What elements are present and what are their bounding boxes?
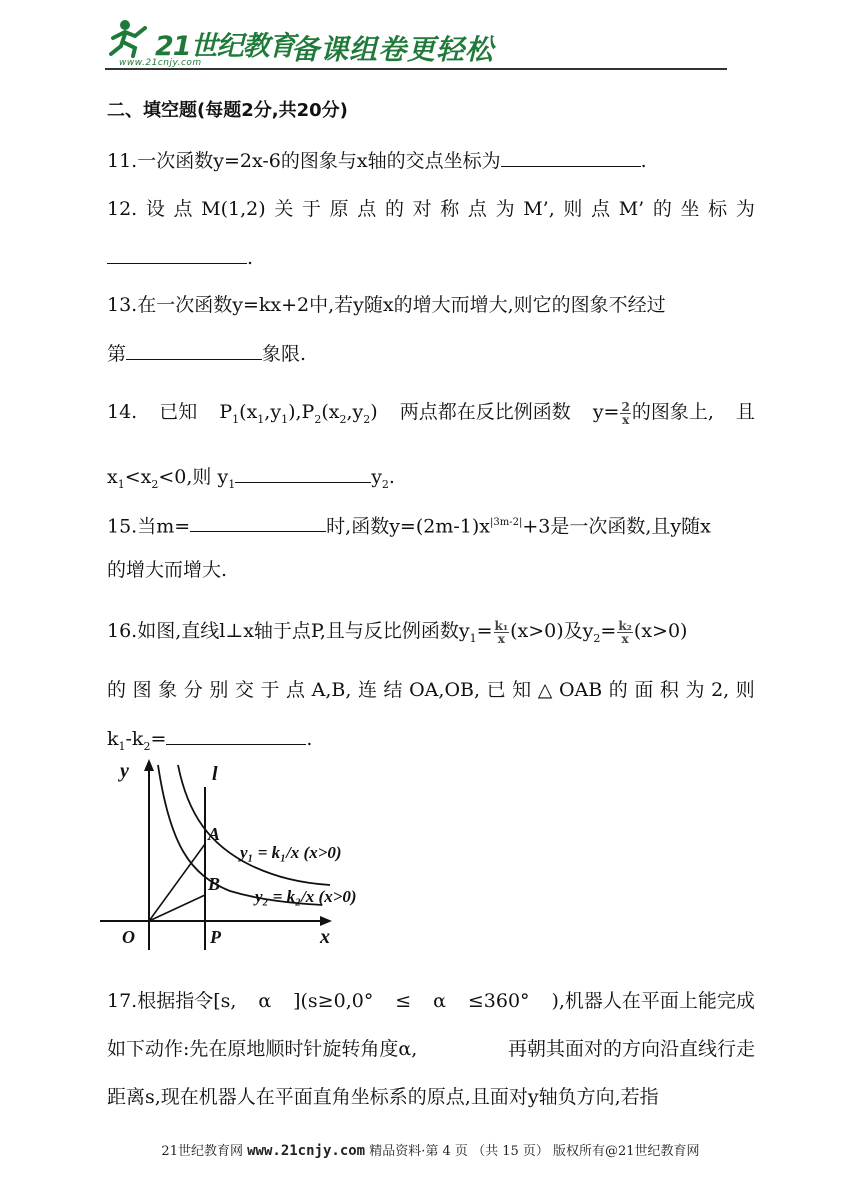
- question-15-line-2: 的增大而增大.: [107, 559, 228, 581]
- footer-page-info: 精品资料·第 4 页 （共 15 页） 版权所有@21世纪教育网: [369, 1144, 700, 1159]
- answer-blank[interactable]: [190, 511, 326, 532]
- runner-logo-icon: [105, 18, 155, 58]
- segment-ob: [149, 895, 205, 921]
- point-a-label: A: [208, 824, 221, 844]
- page-footer: [0, 1140, 861, 1159]
- x-axis-arrow-icon: [320, 916, 332, 926]
- question-15-line-1: 15.当m= 时,函数$y=(2m-1)x^{|3m-2|}+3$是一次函数,且y随x: [107, 509, 711, 540]
- logo-text: 21世纪教育: [155, 31, 295, 62]
- question-17-line-2: 如下动作:先在原地顺时针旋转角度α, 再朝其面对的方向沿直线行走: [107, 1038, 755, 1060]
- fraction-k1-over-x: $\frac{\text{k₁}}{x}$: [494, 618, 509, 646]
- page-header: [105, 18, 727, 70]
- x-axis-label: x: [320, 926, 330, 948]
- footer-url[interactable]: www.21cnjy.com: [247, 1143, 366, 1159]
- answer-blank[interactable]: [126, 339, 262, 360]
- segment-oa: [149, 844, 205, 921]
- curve-y1: [178, 765, 330, 885]
- question-16-line-2: 的 图 象 分 别 交 于 点 A,B, 连 结 OA,OB, 已 知 △ OAB 的 面 积 为 2, 则: [107, 679, 755, 701]
- question-14-line-2: $x_1<x_2<0$,则 $y_1$ $y_2$.: [107, 462, 395, 499]
- question-text: 11.一次函数y=2x-6的图象与x轴的交点坐标为: [107, 150, 501, 172]
- section-title: 二、填空题(每题2分,共20分): [107, 100, 348, 121]
- question-17-line-1: 17.根据指令[s, α ](s≥0,0° ≤ α ≤360° ),机器人在平面上能完成: [107, 990, 755, 1012]
- point-b-label: B: [208, 874, 221, 894]
- y-axis-label: y: [120, 760, 129, 782]
- question-16-line-1: 16.如图,直线l⊥x轴于点P,且与反比例函数$y_1=$ $\frac{\text{k₁}}{x}$ (x>0)及$y_2=$ $\frac{\text{k₂}}{x}$ (x>0): [107, 618, 688, 646]
- question-13-line-2: 第 象限.: [107, 339, 306, 368]
- fraction-2-over-x: $\frac{2}{x}$: [621, 399, 630, 427]
- question-12-line-1: 12. 设 点 M(1,2) 关 于 原 点 的 对 称 点 为 M’, 则 点 M’ 的 坐 标 为: [107, 198, 755, 220]
- curve-y1-label: y₁ = k₁/x (x>0): [240, 843, 342, 862]
- question-16-line-3: $k_1-k_2=$ .: [107, 724, 312, 761]
- header-divider: [105, 68, 727, 70]
- answer-blank[interactable]: [501, 146, 641, 167]
- question-17-line-3: 距离s,现在机器人在平面直角坐标系的原点,且面对y轴负方向,若指: [107, 1086, 659, 1108]
- line-l-label: l: [212, 763, 218, 785]
- header-slogan: 备课组卷更轻松: [291, 33, 495, 66]
- answer-blank[interactable]: [166, 724, 306, 745]
- fraction-k2-over-x: $\frac{\text{k₂}}{x}$: [618, 618, 632, 646]
- logo-url[interactable]: www.21cnjy.com: [119, 58, 202, 68]
- curve-y2-label: y₂ = k₂/x (x>0): [255, 887, 357, 906]
- question-13-line-1: 13.在一次函数y=kx+2中,若y随x的增大而增大,则它的图象不经过: [107, 294, 666, 316]
- question-11: 11.一次函数y=2x-6的图象与x轴的交点坐标为 .: [107, 146, 647, 175]
- origin-label: O: [122, 927, 135, 947]
- y-axis-arrow-icon: [144, 759, 154, 771]
- footer-site-name: 21世纪教育网: [161, 1144, 243, 1159]
- question-14-line-1: 14. 已知 $P_1(x_1,y_1),P_2(x_2,y_2)$ 两点都在反比例函数 y= $\frac{2}{x}$ 的图象上, 且: [107, 399, 755, 427]
- point-p-label: P: [210, 927, 221, 947]
- function-graph-figure: [100, 755, 400, 955]
- answer-blank[interactable]: [107, 243, 247, 264]
- answer-blank[interactable]: [235, 462, 371, 483]
- question-12-line-2: .: [107, 243, 253, 272]
